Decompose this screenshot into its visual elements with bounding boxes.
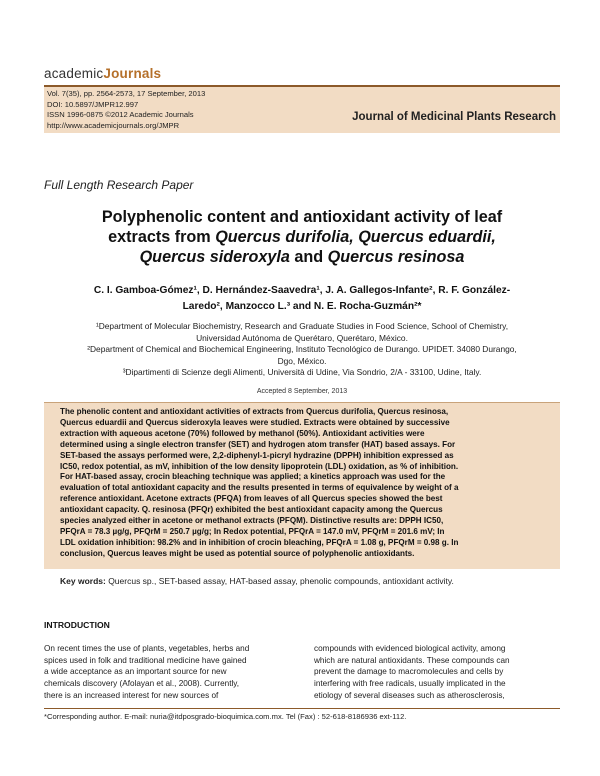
- affiliation-line: ²Department of Chemical and Biochemical Engineering, Instituto Tecnológico de Durango. UPIDET. 34080 Durango,: [87, 344, 517, 355]
- abstract-line: LDL oxidation inhibition: 98.2% and in inhibition of crocin bleaching, PFQrA = 1.08 g, PFQrM = 0.98 g. In: [60, 537, 459, 547]
- affiliations: [44, 321, 560, 379]
- paper-title: [44, 207, 560, 267]
- corresponding-author-footnote: *Corresponding author. E-mail: nuria@itdposgrado-bioquimica.com.mx. Tel (Fax) : 52-618-8186936 ext-112.: [44, 712, 407, 721]
- abstract-line: Quercus eduardii and Quercus sideroxyla leaves were studied. Extracts were obtained by successive: [60, 417, 450, 427]
- abstract-line: conclusion, Quercus leaves might be used as potential source of polyphenolic antioxidants.: [60, 548, 415, 558]
- journal-logo: academicJournals: [44, 66, 162, 81]
- accepted-date: Accepted 8 September, 2013: [256, 388, 348, 395]
- authors-line-2: Laredo², Manzocco L.³ and N. E. Rocha-Guzmán²*: [182, 300, 422, 312]
- abstract-line: evaluation of total antioxidant capacity and the results presented in terms of equivalence by weight of a: [60, 483, 459, 493]
- doi-line: DOI: 10.5897/JMPR12.997: [47, 99, 139, 109]
- abstract-line: antioxidant capacity. Q. resinosa (PFQr) exhibited the best antioxidant capacity among the Quercus: [60, 505, 443, 515]
- abstract-box: [44, 402, 560, 569]
- abstract-line: For HAT-based assay, crocin bleaching technique was applied; a kinetics approach was used for the: [60, 472, 446, 482]
- body-line: which are natural antioxidants. These compounds can: [314, 655, 510, 665]
- paper-type: Full Length Research Paper: [44, 178, 194, 192]
- body-line: spices used in folk and traditional medicine have gained: [44, 655, 247, 665]
- authors-line-1: C. I. Gamboa-Gómez¹, D. Hernández-Saavedra¹, J. A. Gallegos-Infante², R. F. González-: [93, 285, 511, 296]
- affiliation-line: Dgo, México.: [277, 355, 327, 366]
- abstract-line: extraction with aqueous acetone (70%) followed by methanol (50%). Antioxidant activities were: [60, 428, 425, 438]
- abstract-line: IC50, redox potential, as mV, inhibition of the low density lipoprotein (LDL) oxidation, as % of inhibition.: [60, 461, 459, 471]
- volume-line: Vol. 7(35), pp. 2564-2573, 17 September, 2013: [47, 89, 206, 98]
- body-line: etiology of several diseases such as atherosclerosis,: [314, 690, 505, 700]
- body-line: compounds with evidenced biological activity, among: [314, 644, 506, 653]
- title-line-3: Quercus sideroxyla and Quercus resinosa: [139, 248, 465, 266]
- body-line: prevent the damage to macromolecules and cells by: [314, 667, 504, 677]
- affiliation-line: ¹Department of Molecular Biochemistry, Research and Graduate Studies in Food Science, School of Chemistry,: [95, 321, 509, 331]
- title-line-1: Polyphenolic content and antioxidant activity of leaf: [101, 208, 503, 226]
- affiliation-line: ³Dipartimenti di Scienze degli Alimenti, Università di Udine, Via Sondrio, 2/A - 33100, Udine, Italy.: [122, 367, 482, 378]
- intro-left-column: [44, 643, 294, 702]
- abstract-line: PFQrA = 78.3 µg/g, PFQrM = 250.7 µg/g; In Redox potential, PFQrA = 147.0 mV, PFQrM = 201.6 mV; In: [60, 526, 445, 536]
- body-line: chemicals discovery (Afolayan et al., 2008). Currently,: [44, 679, 240, 689]
- footnote-divider: [44, 708, 560, 709]
- body-line: there is an increased interest for new sources of: [44, 690, 219, 700]
- abstract-line: species analyzed either in acetone or methanol extracts (PFQM). Distinctive results are: DPPH IC50,: [60, 516, 444, 526]
- abstract-line: reference antioxidant. Acetone extracts (PFQA) from leaves of all Quercus species showed the best: [60, 494, 443, 504]
- title-line-2: extracts from Quercus durifolia, Quercus eduardii,: [108, 228, 496, 246]
- journal-name: Journal of Medicinal Plants Research: [352, 111, 556, 123]
- publication-metadata: [47, 89, 205, 131]
- abstract-line: determined using a single electron transfer (SET) and hydrogen atom transfer (HAT) based assays. For: [60, 439, 456, 449]
- author-list: [44, 283, 560, 314]
- body-line: interfering with free radicals, usually implicated in the: [314, 679, 506, 689]
- body-line: a wide acceptance as an important source for new: [44, 667, 227, 677]
- journal-url-link[interactable]: http://www.academicjournals.org/JMPR: [47, 120, 180, 130]
- header-banner: [44, 85, 560, 133]
- keywords: Key words: Quercus sp., SET-based assay, HAT-based assay, phenolic compounds, antioxidant activity.: [60, 576, 454, 586]
- intro-right-column: [314, 643, 564, 702]
- body-line: On recent times the use of plants, vegetables, herbs and: [44, 644, 250, 653]
- issn-line: ISSN 1996-0875 ©2012 Academic Journals: [47, 110, 194, 120]
- abstract-line: The phenolic content and antioxidant activities of extracts from Quercus durifolia, Quercus resinosa,: [60, 407, 449, 416]
- introduction-heading: INTRODUCTION: [44, 620, 110, 630]
- affiliation-line: Universidad Autónoma de Querétaro, Querétaro, México.: [196, 332, 408, 343]
- abstract-line: SET-based the assays performed were, 2,2-diphenyl-1-picryl hydrazine (DPPH) inhibition expressed as: [60, 450, 454, 460]
